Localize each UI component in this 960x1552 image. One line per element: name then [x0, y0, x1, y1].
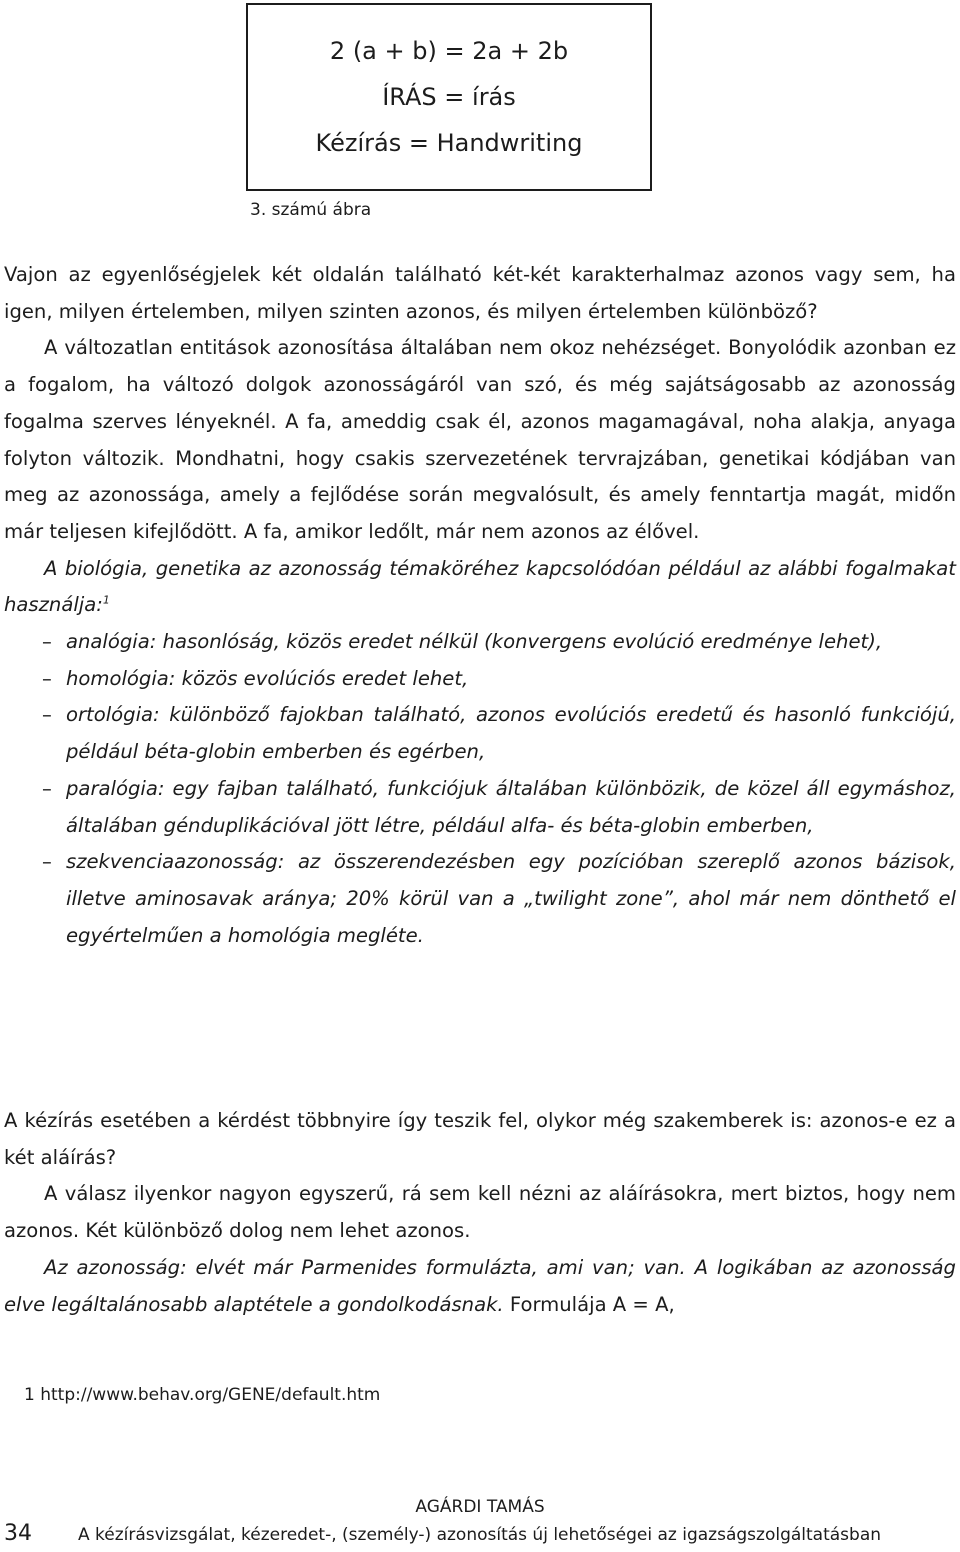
- paragraph-handwriting: A kézírás esetében a kérdést többnyire így teszik fel, olykor még szakemberek is: azonos-e ez a két aláírás?: [4, 1109, 956, 1169]
- figure-line-1: 2 (a + b) = 2a + 2b: [329, 37, 569, 65]
- list-item-text: paralógia: egy fajban található, funkciójuk általában különbözik, de közel áll egymáshoz, általában génduplikációval jött létre, például alfa- és béta-globin emberben,: [66, 776, 956, 837]
- footnote-ref: 1: [102, 593, 110, 607]
- paragraph-parmenides: [4, 1250, 956, 1323]
- paragraph-answer: A válasz ilyenkor nagyon egyszerű, rá sem kell nézni az aláírásokra, mert biztos, hogy nem azonos. Két különböző dolog nem lehet azonos.: [4, 1182, 956, 1243]
- list-item-text: szekvenciaazonosság: az összerendezésben egy pozícióban szereplő azonos bázisok, illetve aminosavak aránya; 20% körül van a „twilight zone”, ahol már nem dönthető el egyértelműen a homológia megléte.: [66, 850, 956, 947]
- footer-author: AGÁRDI TAMÁS: [415, 1497, 545, 1517]
- body-text-upper: [4, 257, 956, 954]
- figure-caption: 3. számú ábra: [250, 200, 372, 220]
- paragraph-identity: A változatlan entitások azonosítása általában nem okoz nehézséget. Bonyolódik azonban ez a fogalom, ha változó dolgok azonosságáról van szó, és még sajátságosabb az azonosság fogalma szerves lényeknél. A fa, ameddig csak él, azonos magamagával, noha alakja, anyaga folyton változik. Mondhatni, hogy csakis szervezetének tervrajzában, genetikai kódjában van meg az azonossága, amely a fejlődése során megvalósult, és amely fenntartja magát, midőn már teljesen kifejlődött. A fa, amikor ledőlt, már nem azonos az élővel.: [4, 336, 956, 543]
- list-item-text: homológia: közös evolúciós eredet lehet,: [66, 666, 469, 690]
- paragraph-question: Vajon az egyenlőségjelek két oldalán található két-két karakterhalmaz azonos vagy sem, ha igen, milyen értelemben, milyen szinten azonos, és milyen értelemben különböző?: [4, 263, 956, 323]
- dash-marker: –: [42, 666, 52, 690]
- paragraph-biology: [4, 551, 956, 624]
- dash-marker: –: [42, 850, 52, 874]
- paragraph-parmenides-italic: Az azonosság: elvét már Parmenides formulázta, ami van; van. A logikában az azonosság elve legáltalánosabb alaptétele a gondolkodásnak.: [4, 1255, 956, 1316]
- paragraph-biology-text: A biológia, genetika az azonosság témaköréhez kapcsolódóan például az alábbi fogalmakat használja:: [4, 556, 956, 617]
- list-item: [4, 624, 956, 661]
- figure-box: [246, 3, 652, 191]
- list-item: [4, 844, 956, 954]
- dash-marker: –: [42, 703, 52, 727]
- paragraph-parmenides-formula: Formulája A = A,: [503, 1292, 675, 1316]
- biology-term-list: [4, 624, 956, 954]
- figure-line-2: ÍRÁS = írás: [382, 83, 516, 111]
- list-item-text: analógia: hasonlóság, közös eredet nélkül (konvergens evolúció eredménye lehet),: [66, 630, 883, 654]
- footer-title: A kézírásvizsgálat, kézeredet-, (személy-) azonosítás új lehetőségei az igazságszolgáltatásban: [78, 1525, 882, 1545]
- list-item: [4, 661, 956, 698]
- list-item: [4, 771, 956, 844]
- footnote: 1 http://www.behav.org/GENE/default.htm: [24, 1385, 381, 1405]
- page-number: 34: [4, 1521, 32, 1546]
- dash-marker: –: [42, 630, 52, 654]
- list-item: [4, 697, 956, 770]
- list-item-text: ortológia: különböző fajokban található, azonos evolúciós eredetű és hasonló funkciójú, például béta-globin emberben és egérben,: [66, 703, 956, 764]
- dash-marker: –: [42, 776, 52, 800]
- body-text-lower: [4, 1103, 956, 1323]
- figure-line-3: Kézírás = Handwriting: [315, 129, 583, 157]
